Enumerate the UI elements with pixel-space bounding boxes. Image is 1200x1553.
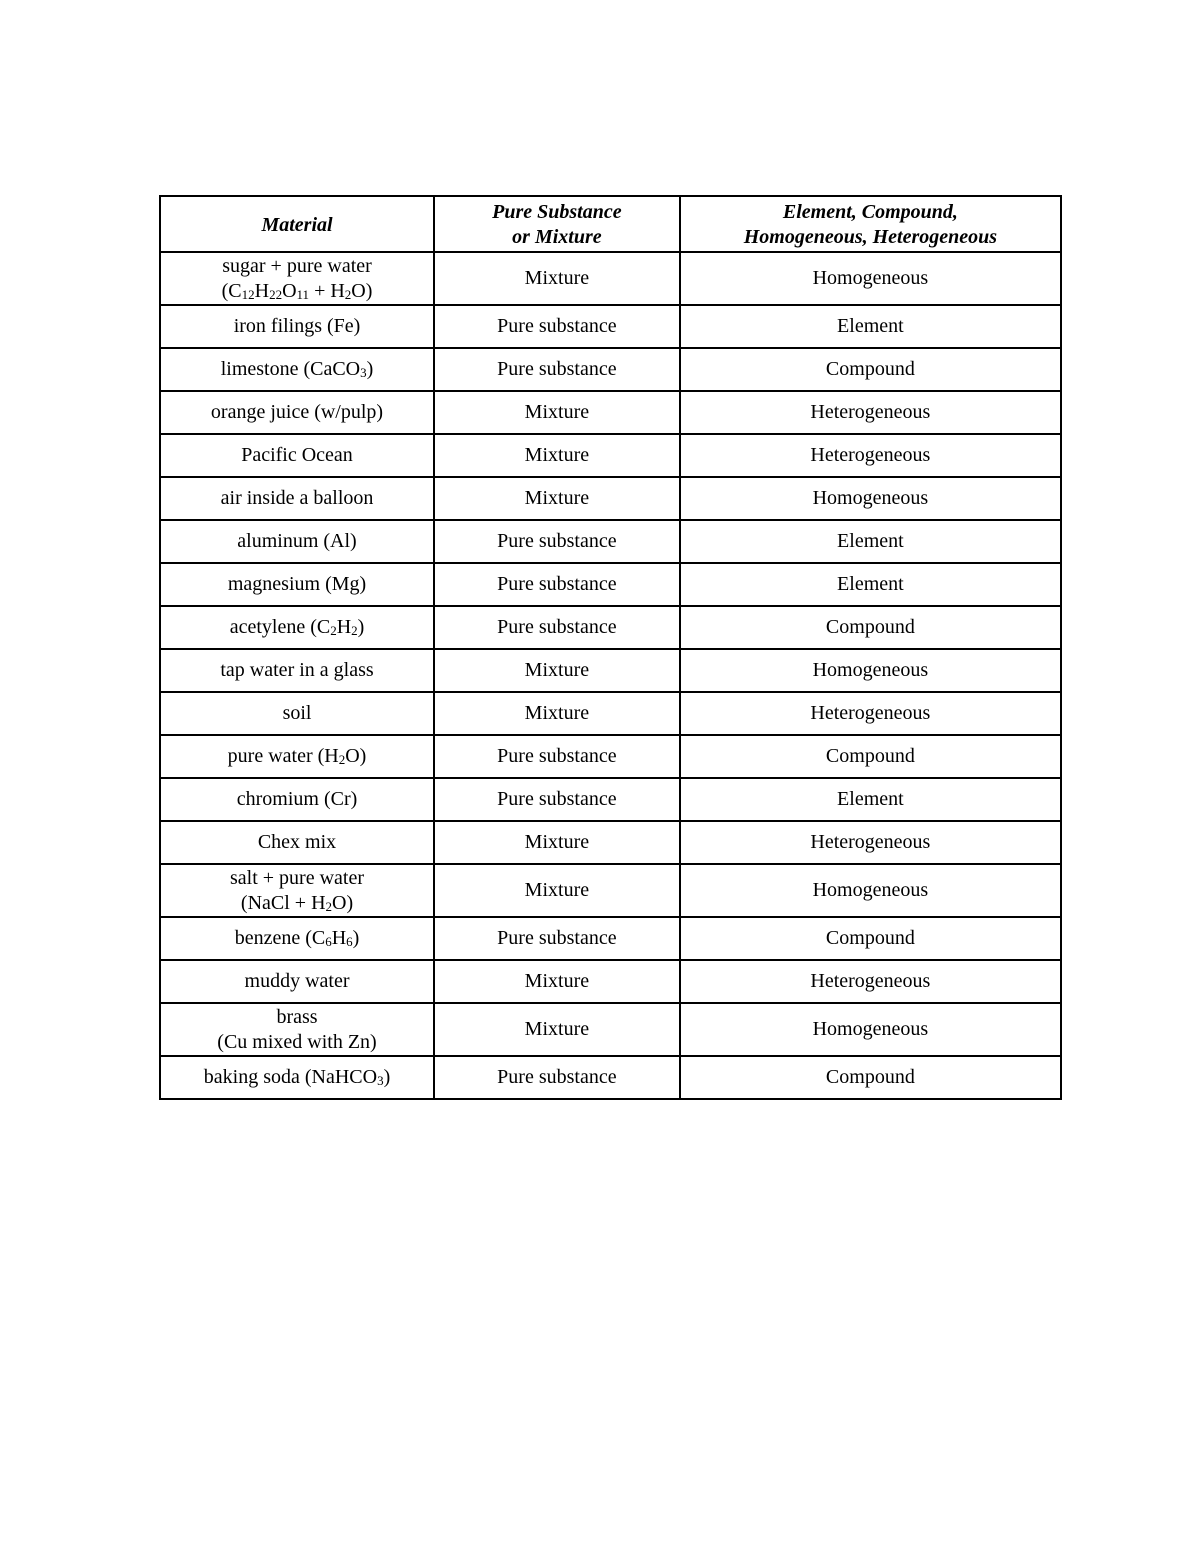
material-cell <box>160 477 434 520</box>
pure-or-mixture-cell: Mixture <box>434 477 680 520</box>
material-text <box>165 926 429 951</box>
table-row <box>160 960 1061 1003</box>
material-text-segment: soil <box>282 702 312 724</box>
classification-cell: Compound <box>680 735 1061 778</box>
material-cell <box>160 692 434 735</box>
material-text <box>165 254 429 279</box>
material-cell <box>160 649 434 692</box>
header-pure-or-mixture <box>434 196 680 252</box>
pure-or-mixture-cell: Pure substance <box>434 520 680 563</box>
header-material <box>160 196 434 252</box>
material-text-segment: O) <box>332 891 354 914</box>
classification-cell: Element <box>680 305 1061 348</box>
material-cell <box>160 563 434 606</box>
classification-cell: Heterogeneous <box>680 821 1061 864</box>
material-text-segment: O) <box>345 745 367 767</box>
material-text-segment: pure water (H <box>227 745 339 767</box>
table-row <box>160 1003 1061 1056</box>
material-text-segment: (NaCl + H <box>240 891 326 914</box>
material-text-segment: + H <box>309 279 345 302</box>
table-row <box>160 606 1061 649</box>
material-cell <box>160 391 434 434</box>
pure-or-mixture-cell: Pure substance <box>434 348 680 391</box>
material-text-segment: limestone (CaCO <box>220 358 361 380</box>
material-text <box>165 969 429 994</box>
table-row <box>160 735 1061 778</box>
material-text <box>165 1065 429 1090</box>
material-cell <box>160 778 434 821</box>
table-row <box>160 434 1061 477</box>
material-text <box>165 866 429 891</box>
pure-or-mixture-cell: Pure substance <box>434 735 680 778</box>
material-cell <box>160 348 434 391</box>
table-body <box>160 252 1061 1099</box>
material-text-segment: H <box>331 927 347 949</box>
material-text <box>165 615 429 640</box>
material-text-segment: ) <box>366 358 374 380</box>
material-text-segment: (C <box>221 279 242 302</box>
table-row <box>160 692 1061 735</box>
subscript: 6 <box>346 934 353 949</box>
material-text-segment: O <box>282 279 297 302</box>
table-row <box>160 477 1061 520</box>
table-row <box>160 391 1061 434</box>
subscript: 2 <box>330 623 337 638</box>
material-text-segment: brass <box>276 1005 318 1028</box>
classification-cell: Homogeneous <box>680 477 1061 520</box>
pure-or-mixture-cell: Pure substance <box>434 778 680 821</box>
material-cell <box>160 1056 434 1099</box>
header-row <box>160 196 1061 252</box>
materials-table <box>159 195 1062 1100</box>
header-classification <box>680 196 1061 252</box>
subscript: 2 <box>344 286 352 302</box>
classification-cell: Heterogeneous <box>680 391 1061 434</box>
material-text <box>165 529 429 554</box>
material-text-segment: (Cu mixed with Zn) <box>217 1030 377 1053</box>
pure-or-mixture-cell: Pure substance <box>434 606 680 649</box>
table-row <box>160 1056 1061 1099</box>
material-text <box>165 830 429 855</box>
subscript: 22 <box>269 286 283 302</box>
header-classification-line-1: Element, Compound, <box>782 201 958 223</box>
material-text <box>165 443 429 468</box>
material-text <box>165 400 429 425</box>
header-pure-or-mixture-line-1: Pure Substance <box>492 201 622 223</box>
classification-cell: Homogeneous <box>680 252 1061 305</box>
pure-or-mixture-cell: Mixture <box>434 391 680 434</box>
material-text-segment: ) <box>383 1066 391 1088</box>
pure-or-mixture-cell: Mixture <box>434 821 680 864</box>
classification-cell: Element <box>680 563 1061 606</box>
material-text-segment: acetylene (C <box>229 616 331 638</box>
pure-or-mixture-cell: Mixture <box>434 864 680 917</box>
material-text-segment: sugar + pure water <box>222 254 372 277</box>
material-text-segment: tap water in a glass <box>220 659 374 681</box>
material-text-segment: Pacific Ocean <box>241 444 353 466</box>
header-material-label: Material <box>261 213 333 236</box>
material-text <box>165 572 429 597</box>
material-cell <box>160 520 434 563</box>
material-cell <box>160 1003 434 1056</box>
table-row <box>160 864 1061 917</box>
material-cell <box>160 606 434 649</box>
material-cell <box>160 434 434 477</box>
material-cell <box>160 960 434 1003</box>
material-text-segment: iron filings (Fe) <box>233 315 361 337</box>
pure-or-mixture-cell: Pure substance <box>434 1056 680 1099</box>
classification-cell: Homogeneous <box>680 649 1061 692</box>
subscript: 6 <box>325 934 332 949</box>
pure-or-mixture-cell: Mixture <box>434 649 680 692</box>
material-text-segment: orange juice (w/pulp) <box>210 401 384 423</box>
classification-cell: Element <box>680 520 1061 563</box>
material-text <box>165 787 429 812</box>
pure-or-mixture-cell: Mixture <box>434 434 680 477</box>
material-text <box>165 1005 429 1030</box>
header-pure-or-mixture-line-2: or Mixture <box>512 226 602 248</box>
material-text <box>165 744 429 769</box>
material-cell <box>160 917 434 960</box>
pure-or-mixture-cell: Pure substance <box>434 305 680 348</box>
material-text-segment: aluminum (Al) <box>237 530 357 552</box>
material-text <box>165 1030 429 1055</box>
table-row <box>160 305 1061 348</box>
material-text-segment: ) <box>352 927 360 949</box>
material-text-segment: Chex mix <box>257 831 337 853</box>
subscript: 3 <box>360 365 367 380</box>
header-classification-line-2: Homogeneous, Heterogeneous <box>743 226 998 248</box>
subscript: 2 <box>325 898 333 914</box>
table-row <box>160 821 1061 864</box>
material-text-segment: H <box>254 279 270 302</box>
material-cell <box>160 305 434 348</box>
classification-cell: Heterogeneous <box>680 960 1061 1003</box>
table-row <box>160 348 1061 391</box>
material-text <box>165 486 429 511</box>
pure-or-mixture-cell: Mixture <box>434 1003 680 1056</box>
pure-or-mixture-cell: Pure substance <box>434 917 680 960</box>
material-text-segment: H <box>336 616 352 638</box>
subscript: 2 <box>338 752 346 767</box>
pure-or-mixture-cell: Mixture <box>434 960 680 1003</box>
classification-cell: Compound <box>680 1056 1061 1099</box>
material-text <box>165 701 429 726</box>
material-text <box>165 314 429 339</box>
material-text-segment: O) <box>351 279 373 302</box>
table-row <box>160 520 1061 563</box>
table-row <box>160 563 1061 606</box>
pure-or-mixture-cell: Mixture <box>434 692 680 735</box>
classification-cell: Compound <box>680 348 1061 391</box>
material-text-segment: salt + pure water <box>230 866 365 889</box>
classification-cell: Heterogeneous <box>680 692 1061 735</box>
pure-or-mixture-cell: Pure substance <box>434 563 680 606</box>
classification-cell: Homogeneous <box>680 1003 1061 1056</box>
subscript: 2 <box>351 623 358 638</box>
material-text <box>165 357 429 382</box>
subscript: 11 <box>296 286 310 302</box>
material-text-segment: magnesium (Mg) <box>227 573 367 595</box>
subscript: 3 <box>377 1073 384 1088</box>
classification-cell: Element <box>680 778 1061 821</box>
subscript: 12 <box>241 286 255 302</box>
material-text <box>165 279 429 304</box>
material-text <box>165 891 429 916</box>
table-row <box>160 917 1061 960</box>
material-text-segment: ) <box>357 616 365 638</box>
material-text-segment: chromium (Cr) <box>236 788 358 810</box>
material-text-segment: benzene (C <box>234 927 326 949</box>
classification-cell: Compound <box>680 606 1061 649</box>
table-row <box>160 649 1061 692</box>
classification-cell: Homogeneous <box>680 864 1061 917</box>
material-text <box>165 658 429 683</box>
material-cell <box>160 735 434 778</box>
pure-or-mixture-cell: Mixture <box>434 252 680 305</box>
material-text-segment: baking soda (NaHCO <box>203 1066 378 1088</box>
material-cell <box>160 252 434 305</box>
material-text-segment: muddy water <box>244 970 350 992</box>
classification-cell: Compound <box>680 917 1061 960</box>
material-cell <box>160 821 434 864</box>
table-row <box>160 778 1061 821</box>
table-row <box>160 252 1061 305</box>
classification-cell: Heterogeneous <box>680 434 1061 477</box>
material-text-segment: air inside a balloon <box>220 487 374 509</box>
material-cell <box>160 864 434 917</box>
